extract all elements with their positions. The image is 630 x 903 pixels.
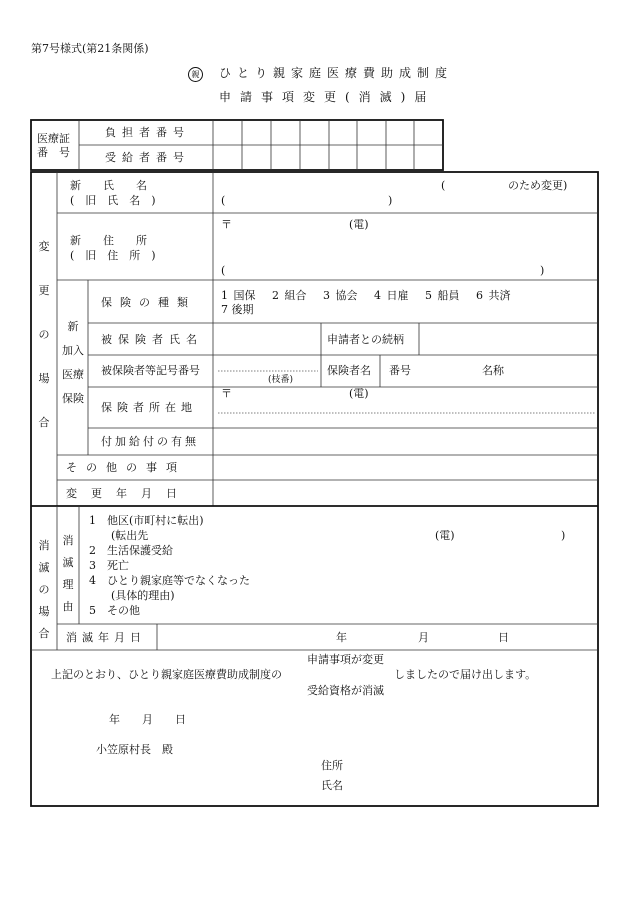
old-name-paren-open: ( — [221, 194, 226, 207]
old-address-paren-close: ) — [540, 264, 545, 277]
cancel-reason-1[interactable]: 1 他区(市町村に転出) — [89, 514, 204, 527]
new-insurance-label: 新 加入 医療 保険 — [62, 320, 84, 405]
insured-name-label: 被保険者氏名 — [101, 333, 203, 346]
cert-label-1: 医療証 — [37, 132, 70, 145]
cancel-reason-4[interactable]: 4 ひとり親家庭等でなくなった — [89, 574, 250, 587]
option-cancel[interactable]: 受給資格が消滅 — [307, 684, 384, 697]
insurer-address-field[interactable] — [230, 388, 340, 410]
relation-label: 申請者との続柄 — [327, 333, 404, 346]
submission-date: 年 月 日 — [109, 713, 186, 726]
cancel-reason-1-detail: (転出先 — [111, 529, 149, 542]
insurance-type-options[interactable]: 1 国保 2 組合 3 協会 4 日雇 5 船員 6 共済 — [221, 289, 511, 302]
oya-stamp-icon: 親 — [188, 67, 203, 82]
other-matters-label: その他の事項 — [66, 461, 186, 474]
other-matters-field[interactable] — [214, 456, 597, 479]
insurer-address-label: 保険者所在地 — [101, 401, 197, 414]
insured-number-field[interactable] — [214, 356, 320, 372]
applicant-address-label: 住所 — [321, 759, 343, 772]
cancel-reason-5[interactable]: 5 その他 — [89, 604, 140, 617]
extra-benefit-label: 付加給付の有無 — [101, 435, 199, 448]
new-address-field[interactable] — [228, 232, 588, 260]
cancel-year-label: 年 — [336, 631, 347, 644]
change-section-label: 変 更 の 場 合 — [38, 240, 50, 429]
cancel-reason-1-close: ) — [561, 529, 566, 542]
old-name-paren-close: ) — [388, 194, 393, 207]
insurer-name-label: 保険者名 — [327, 364, 371, 377]
cancel-reason-3[interactable]: 3 死亡 — [89, 559, 129, 572]
old-name-label: ( 旧 氏 名 ) — [70, 194, 156, 207]
cert-label-2: 番 号 — [37, 146, 70, 159]
addressee: 小笠原村長 殿 — [96, 743, 173, 756]
insurer-number-label: 番号 — [389, 364, 411, 377]
cancel-reason-1-tel: (電) — [435, 529, 455, 542]
cancel-reason-4-detail: (具体的理由) — [111, 589, 175, 602]
form-number: 第7号様式(第21条関係) — [31, 42, 149, 55]
recipient-number-label: 受給者番号 — [105, 151, 190, 164]
cancel-date-label: 消滅年月日 — [66, 631, 146, 644]
insurance-type-option-7[interactable]: 7 後期 — [221, 303, 254, 316]
recipient-number-field[interactable] — [214, 146, 442, 169]
name-reason-close: のため変更) — [508, 179, 568, 192]
applicant-name-field[interactable] — [350, 776, 580, 792]
relation-field[interactable] — [420, 324, 597, 354]
change-date-field[interactable] — [214, 481, 597, 505]
new-name-label: 新 氏 名 — [70, 179, 147, 192]
payer-number-field[interactable] — [214, 121, 442, 144]
cancel-section-label: 消 滅 の 場 合 — [38, 539, 50, 640]
cancel-day-label: 日 — [498, 631, 509, 644]
address-tel-label: (電) — [349, 218, 369, 231]
insured-name-field[interactable] — [214, 324, 320, 354]
cancel-reason-2[interactable]: 2 生活保護受給 — [89, 544, 173, 557]
insurer-tel-label: (電) — [349, 387, 369, 400]
statement-prefix: 上記のとおり、ひとり親家庭医療費助成制度の — [51, 668, 282, 681]
postal-mark: 〒 — [221, 218, 232, 231]
applicant-address-field[interactable] — [350, 756, 580, 772]
applicant-name-label: 氏名 — [321, 779, 343, 792]
insurer-name-sub-label: 名称 — [482, 364, 504, 377]
insured-number-label: 被保険者等記号番号 — [101, 364, 200, 377]
new-address-label: 新 住 所 — [70, 234, 147, 247]
form-title-line1: ひとり親家庭医療費助成制度 — [219, 66, 454, 80]
extra-benefit-field[interactable] — [214, 429, 597, 454]
branch-label: (枝番) — [268, 375, 294, 385]
cancel-reason-label: 消 滅 理 由 — [62, 534, 74, 613]
insurance-type-label: 保険の種類 — [101, 296, 196, 309]
cancel-date-field[interactable] — [158, 625, 597, 649]
name-reason-open: ( — [441, 179, 446, 192]
new-name-field[interactable] — [228, 175, 433, 193]
insurer-postal-mark: 〒 — [221, 387, 232, 400]
payer-number-label: 負担者番号 — [105, 126, 190, 139]
option-change[interactable]: 申請事項が変更 — [307, 653, 384, 666]
old-address-paren-open: ( — [221, 264, 226, 277]
cancel-month-label: 月 — [418, 631, 429, 644]
statement-suffix: しましたので届け出します。 — [394, 668, 537, 681]
form-title-line2: 申請事項変更(消滅)届 — [219, 90, 436, 104]
change-date-label: 変更年月日 — [66, 487, 191, 500]
old-address-label: ( 旧 住 所 ) — [70, 249, 156, 262]
